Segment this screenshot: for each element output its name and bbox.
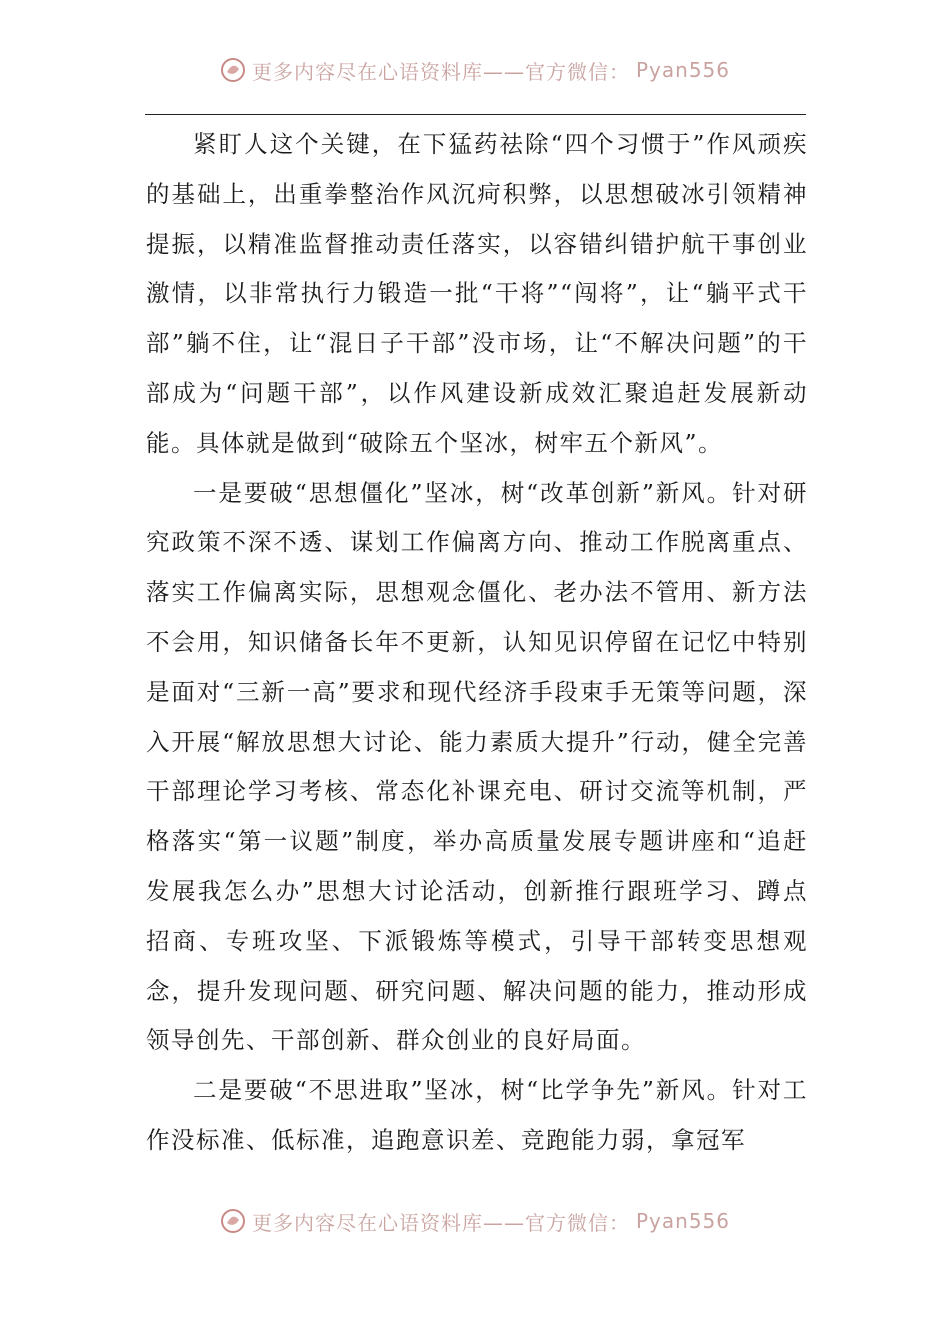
watermark-id: Pyan556 bbox=[635, 58, 730, 82]
watermark-text: 更多内容尽在心语资料库——官方微信： bbox=[251, 1210, 630, 1235]
paragraph-3: 二是要破“不思进取”坚冰，树“比学争先”新风。针对工作没标准、低标准，追跑意识差、竞跑能力弱，拿冠军 bbox=[146, 1076, 808, 1154]
document-body bbox=[146, 120, 808, 1166]
watermark-logo-icon bbox=[220, 57, 246, 83]
header-rule bbox=[145, 114, 806, 115]
header-watermark bbox=[0, 52, 950, 88]
footer-watermark bbox=[0, 1203, 950, 1239]
watermark-logo-icon bbox=[220, 1208, 246, 1234]
watermark-text: 更多内容尽在心语资料库——官方微信： bbox=[251, 59, 630, 84]
watermark-id: Pyan556 bbox=[635, 1209, 730, 1233]
paragraph-2: 一是要破“思想僵化”坚冰，树“改革创新”新风。针对研究政策不深不透、谋划工作偏离方向、推动工作脱离重点、落实工作偏离实际，思想观念僵化、老办法不管用、新方法不会用，知识储备长年不更新，认知见识停留在记忆中特别是面对“三新一高”要求和现代经济手段束手无策等问题，深入开展“解放思想大讨论、能力素质大提升”行动，健全完善干部理论学习考核、常态化补课充电、研讨交流等机制，严格落实“第一议题”制度，举办高质量发展专题讲座和“追赶发展我怎么办”思想大讨论活动，创新推行跟班学习、蹲点招商、专班攻坚、下派锻炼等模式，引导干部转变思想观念，提升发现问题、研究问题、解决问题的能力，推动形成领导创先、干部创新、群众创业的良好局面。 bbox=[146, 478, 808, 1055]
paragraph-1: 紧盯人这个关键，在下猛药祛除“四个习惯于”作风顽疾的基础上，出重拳整治作风沉疴积弊，以思想破冰引领精神提振，以精准监督推动责任落实，以容错纠错护航干事创业激情，以非常执行力锻造一批“干将”“闯将”，让“躺平式干部”躺不住，让“混日子干部”没市场，让“不解决问题”的干部成为“问题干部”，以作风建设新成效汇聚追赶发展新动能。具体就是做到“破除五个坚冰，树牢五个新风”。 bbox=[146, 130, 808, 457]
